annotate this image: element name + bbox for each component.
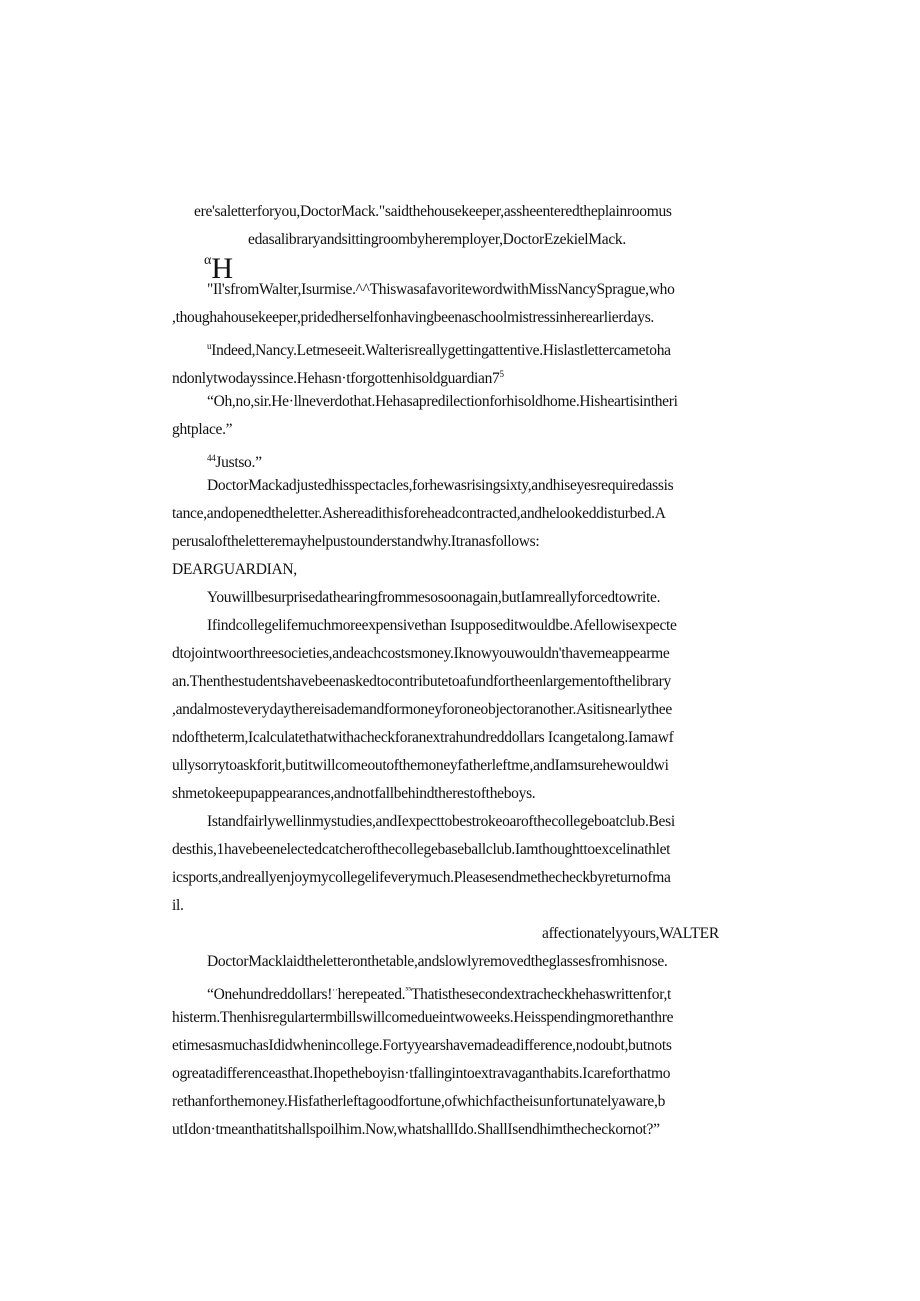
paragraph-2-line-1 <box>207 336 671 361</box>
paragraph-5-line-2: tance,andopenedtheletter.Ashereadithisforeheadcontracted,andhelookeddisturbed.A <box>172 505 666 522</box>
paragraph-7-mark-1: ·· <box>332 985 338 995</box>
paragraph-5-line-1: DoctorMackadjustedhisspectacles,forhewasrisingsixty,andhiseyesrequiredassis <box>207 477 674 494</box>
paragraph-4-sup: 44 <box>207 453 216 463</box>
paragraph-6: DoctorMacklaidtheletteronthetable,andslowlyremovedtheglassesfromhisnose. <box>207 953 668 970</box>
paragraph-2-sup: 5 <box>499 369 504 379</box>
intro-line-1: ere'saletterforyou,DoctorMack."saidthehousekeeper,assheenteredtheplainroomus <box>194 203 672 220</box>
letter-para-2-line-1: Ifindcollegelifemuchmoreexpensivethan Isupposeditwouldbe.Afellowisexpecte <box>207 617 677 634</box>
paragraph-7-mark-2: ⁵⁵ <box>405 985 411 995</box>
letter-para-2-line-2: dtojointwoorthreesocieties,andeachcostsmoney.Iknowyouwouldn'thavemeappearme <box>172 645 670 662</box>
paragraph-3-line-1: “Oh,no,sir.He·llneverdothat.Hehasapredilectionforhisoldhome.Hisheartisintheri <box>207 393 678 410</box>
paragraph-2-text: Indeed,Nancy.Letmeseeit.Walterisreallygettingattentive.Hislastlettercametoha <box>211 342 671 359</box>
paragraph-7-line-1 <box>207 980 671 1005</box>
paragraph-4 <box>207 448 262 473</box>
letter-salutation: DEARGUARDIAN, <box>172 561 297 578</box>
letter-line-1: Youwillbesurprisedathearingfrommesosoonagain,butIamreallyforcedtowrite. <box>207 589 661 606</box>
paragraph-7-line-2: histerm.Thenhisregulartermbillswillcomedueintwoweeks.Heisspendingmorethanthre <box>172 1009 674 1026</box>
paragraph-7-line-3: etimesasmuchasIdidwhenincollege.Fortyyearshavemadeadifference,nodoubt,butnots <box>172 1037 672 1054</box>
paragraph-3-line-2: ghtplace.” <box>172 421 233 438</box>
letter-para-3-line-4: il. <box>172 897 184 914</box>
letter-para-2-line-3: an.Thenthestudentshavebeenaskedtocontributetoafundfortheenlargementofthelibrary <box>172 673 671 690</box>
paragraph-7-line-6: utIdon·tmeanthatitshallspoilhim.Now,whatshallIdo.ShallIsendhimthecheckornot?” <box>172 1121 660 1138</box>
letter-para-2-line-4: ,andalmosteverydaythereisademandformoneyforoneobjectoranother.Asitisnearlythee <box>172 701 672 718</box>
paragraph-7-line-5: rethanforthemoney.Hisfatherleftagoodfortune,ofwhichfactheisunfortunatelyaware,b <box>172 1093 666 1110</box>
letter-para-2-line-6: ullysorrytoaskforit,butitwillcomeoutofthemoneyfatherleftme,andIamsurehewouldwi <box>172 757 669 774</box>
letter-para-3-line-2: desthis,1havebeenelectedcatcherofthecollegebaseballclub.Iamthoughttoexcelinathlet <box>172 841 671 858</box>
paragraph-5-line-3: perusaloftheletteremayhelpustounderstandwhy.Itranasfollows: <box>172 533 540 550</box>
letter-para-2-line-5: ndoftheterm,Icalculatethatwithacheckforanextrahundreddollars Icangetalong.Iamawf <box>172 729 674 746</box>
drop-cap-letter: H <box>211 252 234 285</box>
intro-line-2: edasalibraryandsittingroombyheremployer,DoctorEzekielMack. <box>248 231 626 248</box>
letter-para-3-line-1: Istandfairlywellinmystudies,andIexpecttobestrokeoarofthecollegeboatclub.Besi <box>207 813 675 830</box>
paragraph-1-line-1: "Il'sfromWalter,Isurmise.^^ThiswasafavoritewordwithMissNancySprague,who <box>207 281 675 298</box>
paragraph-7-part-c: Thatisthesecondextracheckhehaswrittenfor,t <box>410 986 672 1003</box>
paragraph-2-line-2-text: ndonlytwodayssince.Hehasn·tforgottenhisoldguardian7 <box>172 370 500 387</box>
letter-para-3-line-3: icsports,andreallyenjoymycollegelifeverymuch.Pleasesendmethecheckbyreturnofma <box>172 869 671 886</box>
paragraph-1-line-2: ,thoughahousekeeper,pridedherselfonhavingbeenaschoolmistressinherearlierdays. <box>172 309 655 326</box>
paragraph-7-part-a: “Onehundreddollars! <box>207 986 333 1003</box>
paragraph-4-text: Justso.” <box>215 454 262 471</box>
paragraph-2-mark: u <box>207 341 212 351</box>
drop-cap-mark: α <box>204 253 212 268</box>
letter-para-2-line-7: shmetokeepupappearances,andnotfallbehindtherestoftheboys. <box>172 785 536 802</box>
paragraph-7-line-4: ogreatadifferenceasthat.Ihopetheboyisn·tfallingintoextravaganthabits.Icareforthatmo <box>172 1065 671 1082</box>
paragraph-7-part-b: herepeated. <box>337 986 406 1003</box>
letter-signoff: affectionatelyyours,WALTER <box>542 925 719 942</box>
paragraph-2-line-2 <box>172 364 504 389</box>
